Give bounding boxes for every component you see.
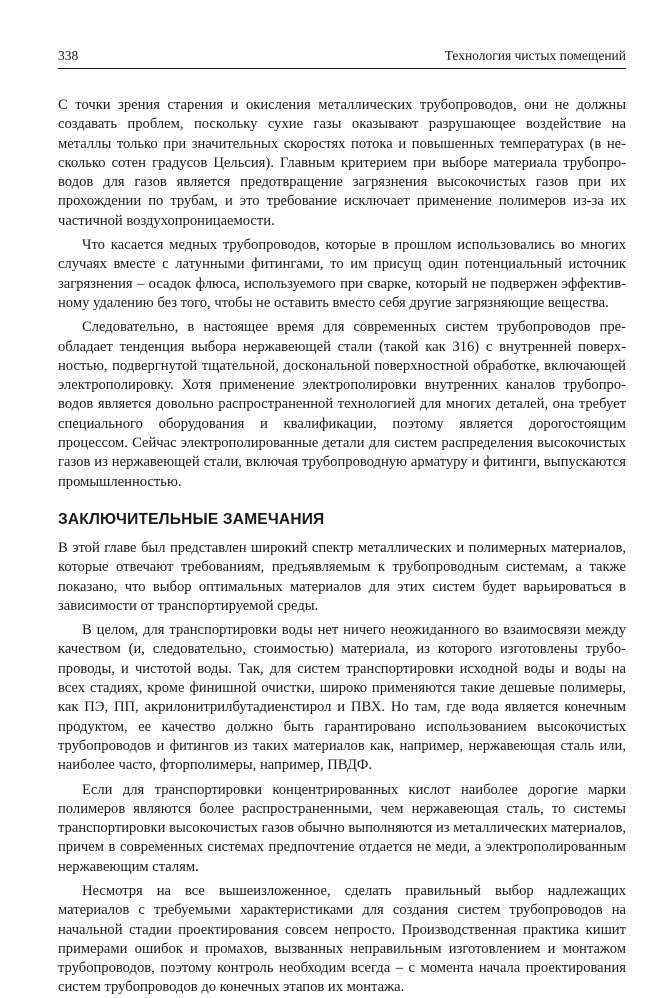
paragraph: В этой главе был представлен широкий спектр металлических и полимерных материалов, которые отвечают требованиям, предъявляемым к трубопроводным системам, а также показано, что выбор оптимальных материалов для этих систем будет варьироваться в зависимости от транспортируемой среды. bbox=[58, 539, 626, 614]
paragraph: В целом, для транспортировки воды нет ничего неожиданного во взаимосвязи между качеством (и, следовательно, стоимостью) материала, из которого изготовлены трубопроводы, и чистотой воды. Так, для систем транспортировки исходной воды и воды на всех стадиях, кроме финишной очистки, широко применяются такие дешевые полимеры, как ПЭ, ПП, акрилонитрилбутадиенстирол и ПВХ. Но там, где вода является конечным продуктом, ее качество должно быть гарантировано использованием высокочистых трубопроводов и фитингов из таких материалов как, например, нержавеющая сталь или, наиболее часто, фторполимеры, например, ПВДФ. bbox=[58, 622, 626, 774]
section-heading: ЗАКЛЮЧИТЕЛЬНЫЕ ЗАМЕЧАНИЯ bbox=[58, 510, 325, 528]
paragraph: Если для транспортировки концентрированных кислот наиболее дорогие марки полимеров являются более распространенными, чем нержавеющая сталь, то системы транспортировки высокочистых газов обычно выполняются из металлических материалов, причем в современных системах предпочтение отдается не меди, а электрополированным нержавеющим сталям. bbox=[58, 781, 626, 875]
paragraph: Несмотря на все вышеизложенное, сделать правильный выбор надлежащих материалов с требуемыми характеристиками для создания систем трубопроводов на начальной стадии проектирования совсем непросто. Производственная практика кишит примерами ошибок и промахов, вызванных неправильным изготовлением и монтажом трубопроводов, поэтому контроль необходим всегда – с момента начала проектирования систем трубопроводов до конечных этапов их монтажа. bbox=[58, 882, 626, 996]
page-number: 338 bbox=[58, 48, 79, 63]
paragraph: Что касается медных трубопроводов, которые в прошлом использовались во многих случаях вместе с латунными фитингами, то им присущ один потенциальный источник загрязнения – осадок флюса, используемого при сварке, который не подвержен эффективному удалению без того, чтобы не оставить вместо себя другие загрязняющие вещества. bbox=[58, 237, 626, 311]
paragraph: Следовательно, в настоящее время для современных систем трубопроводов преобладает тенденция выбора нержавеющей стали (такой как 316) с внутренней поверхностью, подвергнутой тщательной, доскональной поверхностной обработке, включающей электрополировку. Хотя применение электрополировки внутренних каналов трубопроводов является довольно распространенной технологией для многих деталей, она требует специального оборудования и квалификации, поэтому является дорогостоящим процессом. Сейчас электрополированные детали для систем распределения высокочистых газов из нержавеющей стали, включая трубопроводную арматуру и фитинги, выпускаются промышленностью. bbox=[58, 319, 626, 490]
body-text bbox=[58, 96, 626, 998]
paragraph: С точки зрения старения и окисления металлических трубопроводов, они не должны создавать проблем, поскольку сухие газы оказывают разрушающее воздействие на металлы только при значительных скоростях потока и повышенных температурах (в несколько сотен градусов Цельсия). Главным критерием при выборе материала трубопроводов для газов является предотвращение загрязнения высокочистых газов при их прохождении по трубам, и это требование исключает применение полимеров из-за их частичной воздухопроницаемости. bbox=[58, 97, 626, 229]
running-title: Технология чистых помещений bbox=[444, 48, 626, 63]
running-header bbox=[58, 48, 626, 64]
header-divider bbox=[58, 68, 626, 69]
